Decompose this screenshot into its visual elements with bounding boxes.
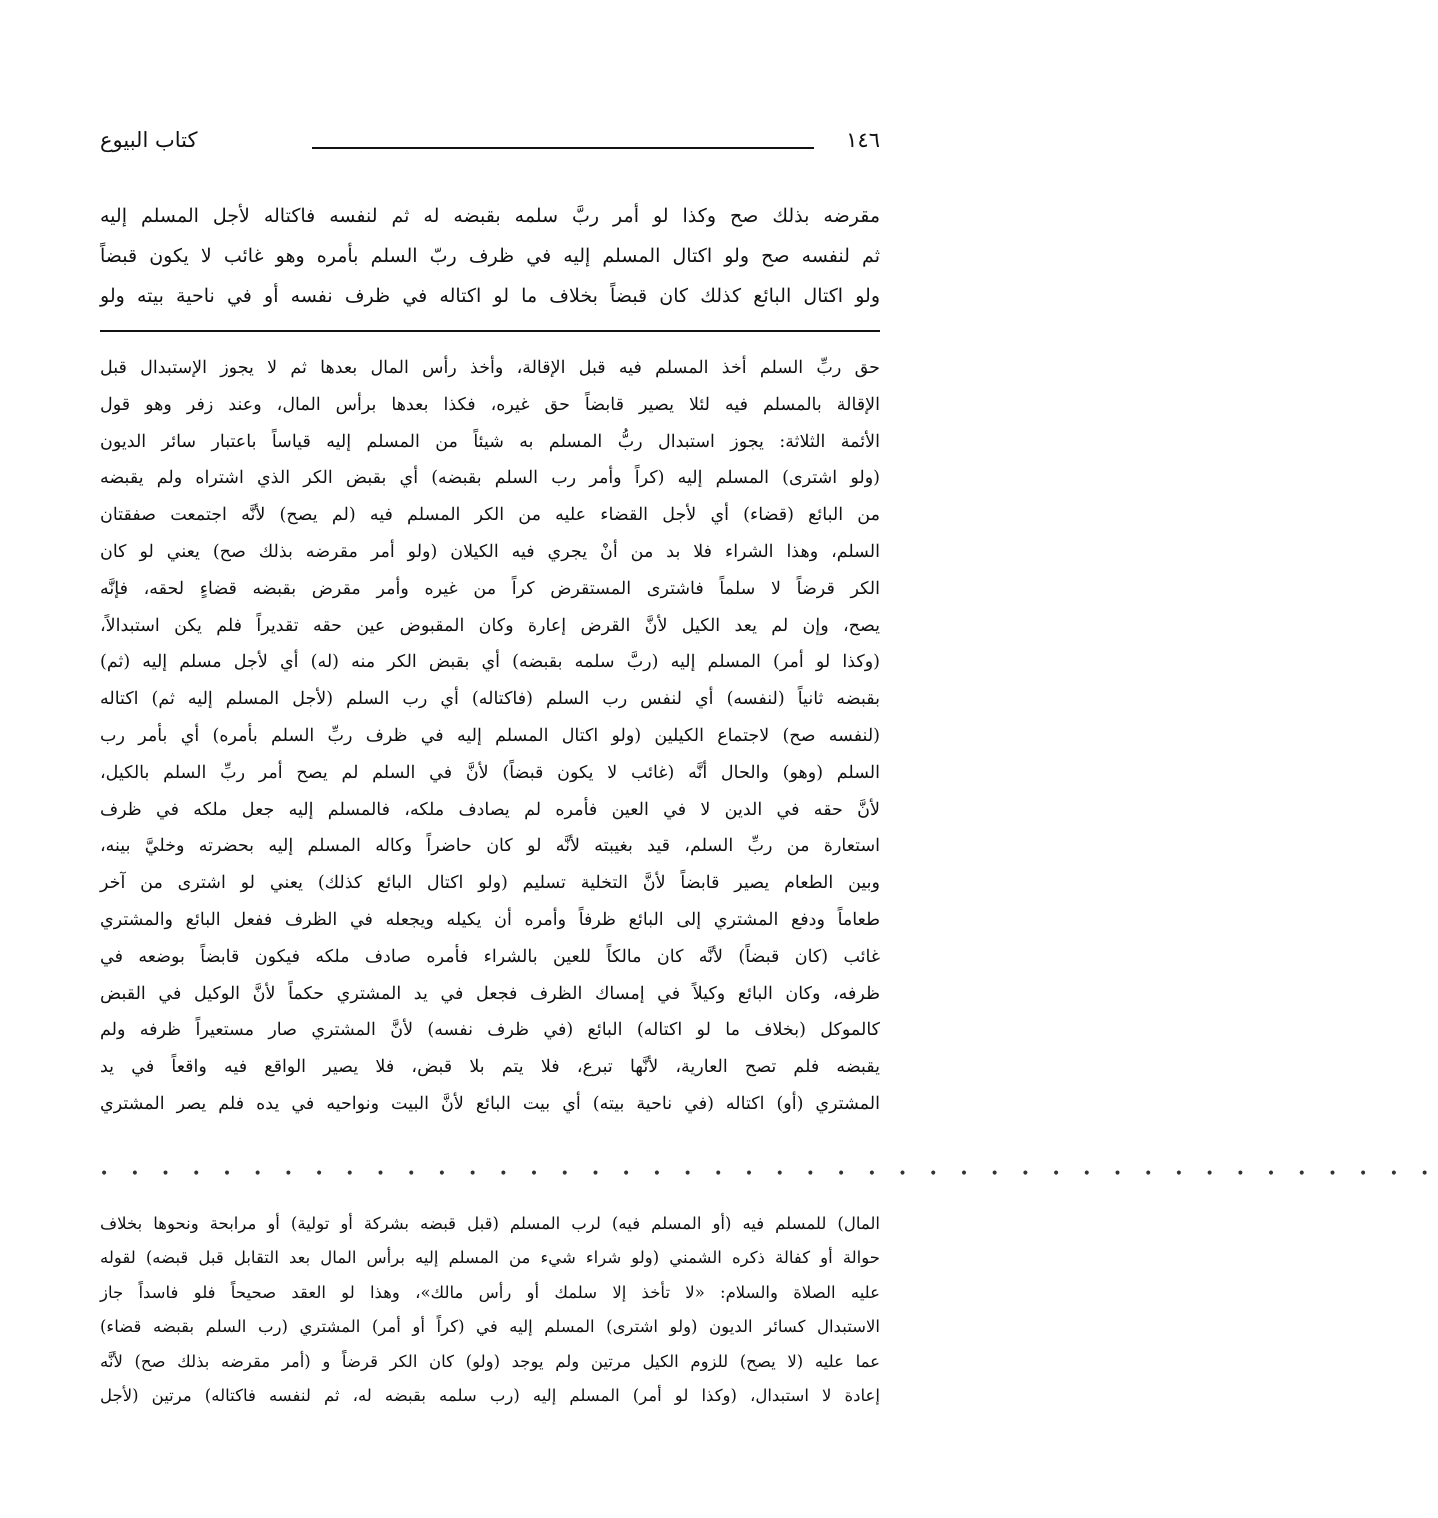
commentary-line: الإقالة بالمسلم فيه لئلا يصير قابضاً حق غيره، فكذا بعدها برأس المال، وعند زفر وهو قول: [100, 394, 880, 415]
commentary-line: المشتري (أو) اكتاله (في ناحية بيته) أي بيت البائع لأنَّ البيت ونواحيه في يده فلم يصر المشتري: [100, 1093, 880, 1114]
commentary-line: يقبضه فلم تصح العارية، لأنَّها تبرع، فلا يتم بلا قبض، فلا يصير الواقع فيه واقعاً في يد: [100, 1057, 880, 1078]
text-divider: [100, 330, 880, 332]
footnote-line: عما عليه (لا يصح) للزوم الكيل مرتين ولم يوجد (ولو) كان الكر قرضاً و (أمر مقرضه بذلك صح) لأنَّه: [100, 1351, 880, 1371]
commentary-line: كالموكل (بخلاف ما لو اكتاله) البائع (في ظرف نفسه) لأنَّ المشتري صار مستعيراً ظرفه ولم: [100, 1020, 880, 1041]
commentary-line: استعارة من ربِّ السلم، قيد بغيبته لأنَّه لو كان حاضراً وكاله المسلم إليه بحضرته وخليَّ بينه،: [100, 836, 880, 857]
commentary-line: بقبضه ثانياً (لنفسه) أي لنفس رب السلم (فاكتاله) أي رب السلم (لأجل المسلم إليه ثم) اكتاله: [100, 689, 880, 710]
commentary-line: الكر قرضاً لا سلماً فاشترى المستقرض كراً من غيره وأمر مقرض بقبضه قضاءٍ لحقه، فإنَّه: [100, 578, 880, 599]
commentary-line: السلم (وهو) والحال أنَّه (غائب لا يكون قبضاً) لأنَّ في السلم لم يصح أمر ربِّ السلم بالكيل،: [100, 762, 880, 783]
commentary-line: (ولو اشترى) المسلم إليه (كراً وأمر رب السلم بقبضه) أي بقبض الكر الذي اشتراه ولم يقبضه: [100, 468, 880, 489]
dotted-separator: • • • • • • • • • • • • • • • • • • • • • • • • • • • • • • • • • • • • • • • • • • • •: [100, 1166, 1438, 1182]
commentary-line: لأنَّ حقه في الدين لا في العين فأمره لم يصادف ملكه، فالمسلم إليه جعل ملكه في ظرف: [100, 799, 880, 820]
commentary-line: يصح، وإن لم يعد الكيل لأنَّ القرض إعارة وكان المقبوض عين حقه تقديراً فلم يكن استبدالاً،: [100, 615, 880, 636]
commentary-line: الأئمة الثلاثة: يجوز استبدال ربُّ المسلم به شيئاً من المسلم إليه قياساً باعتبار سائر الديون: [100, 431, 880, 452]
main-line: ثم لنفسه صح ولو اكتال المسلم إليه في ظرف ربّ السلم بأمره وهو غائب لا يكون قبضاً: [100, 245, 880, 267]
commentary-line: غائب (كان قبضاً) لأنَّه كان مالكاً للعين بالشراء فأمره صادف ملكه فيكون قابضاً بوضعه في: [100, 946, 880, 967]
commentary-line: طعاماً ودفع المشتري إلى البائع ظرفاً وأمره أن يكيله ويجعله في الظرف ففعل البائع والمشتري: [100, 909, 880, 930]
commentary-line: من البائع (قضاء) أي لأجل القضاء عليه من الكر المسلم فيه (لم يصح) لأنَّه اجتمعت صفقتان: [100, 505, 880, 526]
footnote-line: إعادة لا استبدال، (وكذا لو أمر) المسلم إليه (رب سلمه بقبضه له، ثم لنفسه فاكتاله) مرتين (لأجل: [100, 1385, 880, 1405]
commentary-line: وبين الطعام يصير قابضاً لأنَّ التخلية تسليم (ولو اكتال البائع كذلك) يعني لو اشترى من آخر: [100, 873, 880, 894]
commentary-line: حق ربِّ السلم أخذ المسلم فيه قبل الإقالة، وأخذ رأس المال بعدها ثم لا يجوز الإستبدال قبل: [100, 358, 880, 378]
header-rule: [312, 147, 814, 149]
main-line: ولو اكتال البائع كذلك كان قبضاً بخلاف ما لو اكتاله في ظرف نفسه أو في ناحية بيته ولو: [100, 285, 880, 307]
page-number: ١٤٦: [846, 128, 880, 152]
commentary-line: ظرفه، وكان البائع وكيلاً في إمساك الظرف فجعل في يد المشتري حكماً لأنَّ الوكيل في القبض: [100, 983, 880, 1004]
footnote-line: عليه الصلاة والسلام: «لا تأخذ إلا سلمك أو رأس مالك»، وهذا لو العقد صحيحاً فلو فاسداً جاز: [100, 1282, 880, 1302]
chapter-title: كتاب البيوع: [100, 128, 198, 152]
footnote-line: حوالة أو كفالة ذكره الشمني (ولو شراء شيء من المسلم إليه برأس المال بعد التقابل قبل قبضه) لقوله: [100, 1248, 880, 1268]
commentary-line: (لنفسه صح) لاجتماع الكيلين (ولو اكتال المسلم إليه في ظرف ربِّ السلم بأمره) أي بأمر رب: [100, 725, 880, 746]
commentary-text: [100, 350, 880, 1123]
footnote-line: الاستبدال كسائر الديون (ولو اشترى) المسلم إليه في (كراً أو أمر) المشتري (رب السلم بقبضه قضاء): [100, 1317, 880, 1337]
main-text: [100, 196, 880, 316]
footnote-text: [100, 1207, 880, 1413]
commentary-line: السلم، وهذا الشراء فلا بد من أنْ يجري فيه الكيلان (ولو أمر مقرضه بذلك صح) يعني لو كان: [100, 541, 880, 562]
commentary-line: (وكذا لو أمر) المسلم إليه (ربَّ سلمه بقبضه) أي بقبض الكر منه (له) أي لأجل مسلم إليه (ثم): [100, 652, 880, 673]
footnote-line: المال) للمسلم فيه (أو المسلم فيه) لرب المسلم (قبل قبضه بشركة أو تولية) أو مرابحة ونحوها بخلاف: [100, 1214, 880, 1233]
main-line: مقرضه بذلك صح وكذا لو أمر ربَّ سلمه بقبضه له ثم لنفسه فاكتاله لأجل المسلم إليه: [100, 205, 880, 227]
running-header: [100, 128, 880, 158]
